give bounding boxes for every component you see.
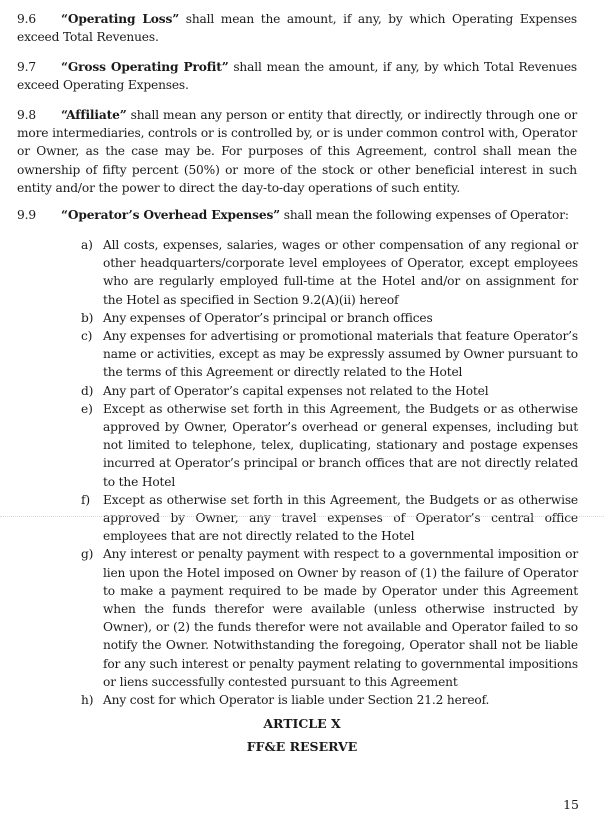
section-text: shall mean the amount, if any, by which Operating Expenses exceed Total Revenues. — [17, 12, 578, 45]
list-text: Any interest or penalty payment with respect to a governmental imposition or lien upon the Hotel imposed on Owner by reason of (1) the failure of Operator to make a payment required to be made by Operator under this Agreement when the funds therefor were available (unless otherwise instructed by Owner), or (2) the funds therefor were not available and Operator failed to so notify the Owner. Notwithstanding the foregoing, Operator shall not be liable for any such interest or penalty payment relating to governmental impositions or liens successfully contested pursuant to this Agreement — [103, 547, 578, 689]
section-number: 9.7 — [17, 60, 36, 74]
list-letter: c) — [81, 329, 93, 344]
list-text: Any part of Operator’s capital expenses not related to the Hotel — [103, 383, 489, 398]
list-item — [81, 382, 578, 400]
page-number: 15 — [563, 797, 579, 812]
list-letter: e) — [81, 401, 93, 416]
list-letter: d) — [81, 383, 94, 398]
list-item — [81, 545, 578, 691]
list-item — [81, 236, 578, 309]
list-item — [81, 400, 578, 491]
section-9-9 — [17, 206, 577, 224]
section-number: 9.9 — [17, 208, 36, 222]
list-item — [81, 691, 578, 709]
list-text: Any expenses for advertising or promotional materials that feature Operator’s name or activities, except as may be expressly assumed by Owner pursuant to the terms of this Agreement or directly related to the Hotel — [103, 329, 578, 380]
section-number: 9.8 — [17, 108, 36, 122]
list-letter: f) — [81, 492, 90, 507]
defined-term: “Operating Loss” — [61, 12, 180, 26]
list-letter: b) — [81, 310, 94, 325]
list-item — [81, 327, 578, 382]
overhead-expenses-list — [81, 236, 578, 709]
defined-term: “Operator’s Overhead Expenses” — [61, 208, 281, 222]
defined-term: “Affiliate” — [61, 108, 127, 122]
list-item — [81, 491, 578, 546]
section-9-8 — [17, 106, 577, 197]
article-title: ARTICLE X — [263, 716, 341, 731]
list-letter: g) — [81, 547, 94, 562]
section-text: shall mean the amount, if any, by which Total Revenues exceed Operating Expenses. — [17, 60, 577, 93]
list-text: Any expenses of Operator’s principal or branch offices — [103, 310, 433, 325]
list-item — [81, 309, 578, 327]
section-number: 9.6 — [17, 12, 36, 26]
section-text: shall mean any person or entity that directly, or indirectly through one or more intermediaries, controls or is controlled by, or is under common control with, Operator or Owner, as the case may be. For purposes of this Agreement, control shall mean the ownership of fifty percent (50%) or more of the stock or other beneficial interest in such entity and/or the power to direct the day-to-day operations of such entity. — [17, 108, 577, 195]
section-9-7 — [17, 58, 577, 94]
defined-term: “Gross Operating Profit” — [61, 60, 229, 74]
section-text: shall mean the following expenses of Operator: — [280, 208, 569, 222]
list-text: Except as otherwise set forth in this Agreement, the Budgets or as otherwise approved by Owner, Operator’s overhead or general expenses, including but not limited to telephone, telex, duplicating, stationary and postage expenses incurred at Operator’s principal or branch offices that are not directly related to the Hotel — [103, 401, 578, 489]
list-letter: h) — [81, 693, 94, 708]
scan-fold-line — [0, 516, 604, 517]
section-9-6 — [17, 10, 577, 46]
list-text: Any cost for which Operator is liable under Section 21.2 hereof. — [103, 693, 490, 708]
list-text: All costs, expenses, salaries, wages or other compensation of any regional or other headquarters/corporate level employees of Operator, except employees who are regularly employed full-time at the Hotel and/or on assignment for the Hotel as specified in Section 9.2(A)(ii) hereof — [103, 238, 578, 307]
article-subtitle: FF&E RESERVE — [246, 739, 358, 754]
list-letter: a) — [81, 238, 93, 252]
list-text: Except as otherwise set forth in this Agreement, the Budgets or as otherwise approved by Owner, any travel expenses of Operator’s central office employees that are not directly related to the Hotel — [103, 492, 578, 544]
